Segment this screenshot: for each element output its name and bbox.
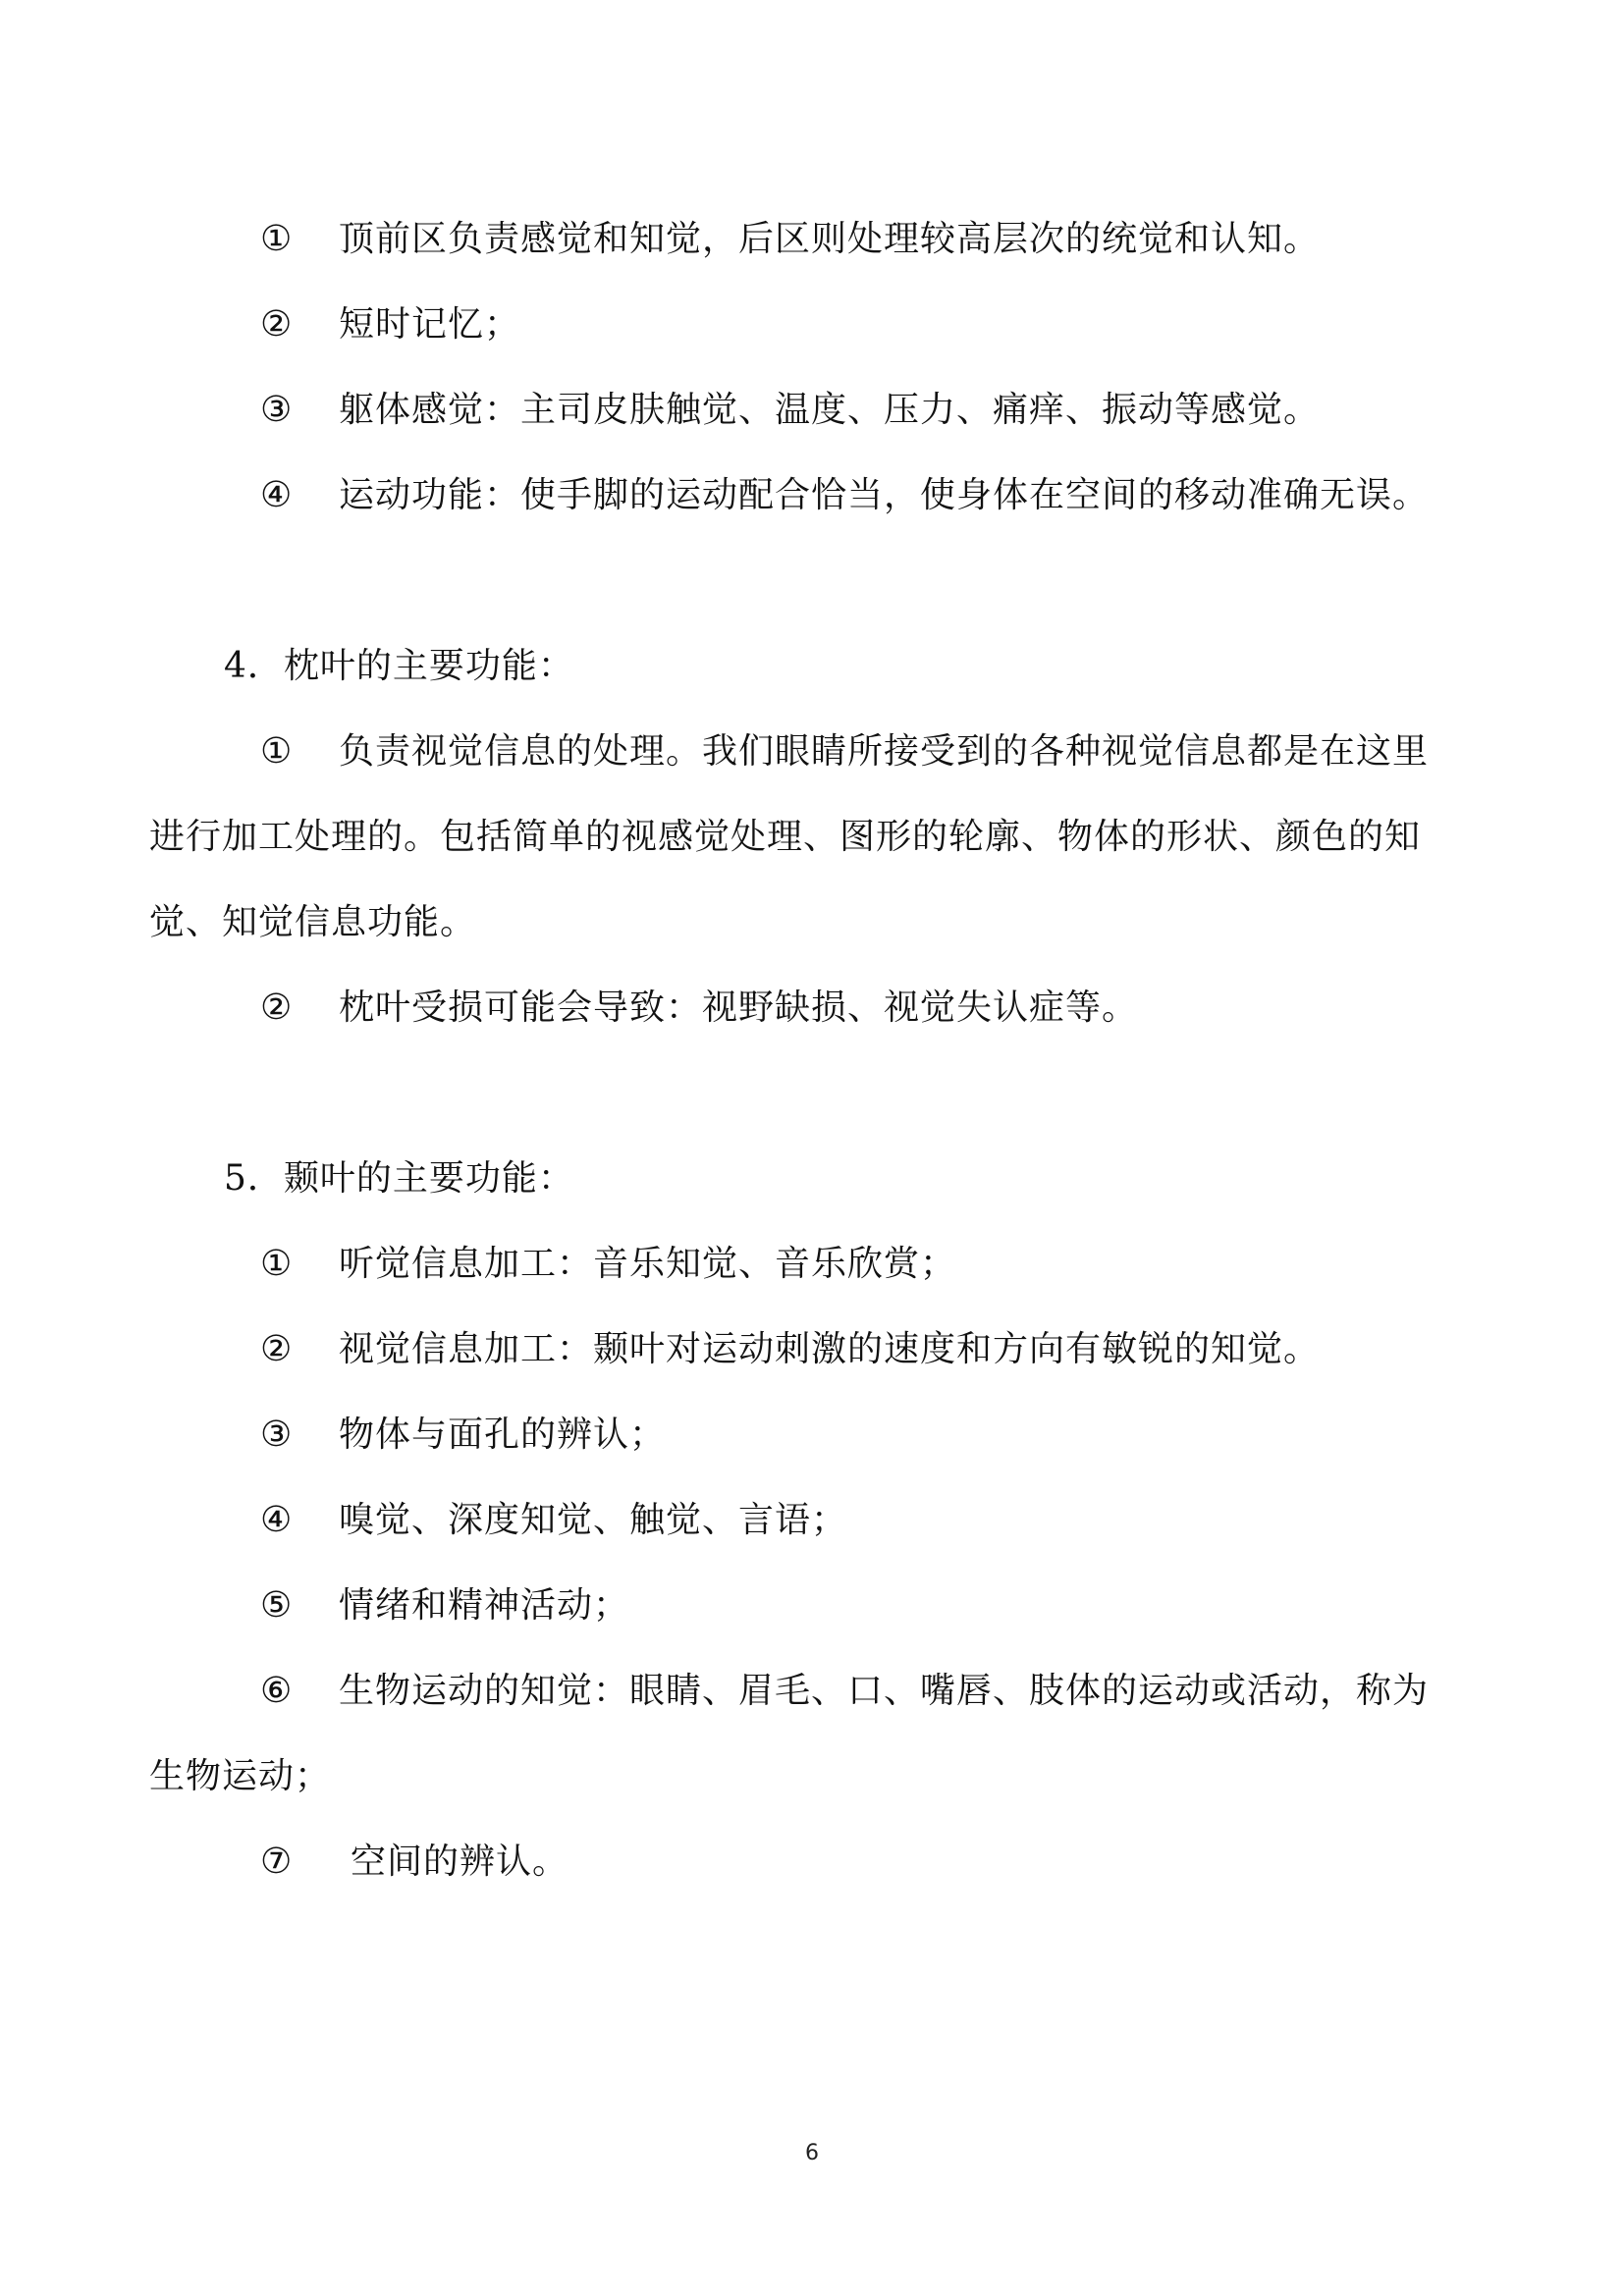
list-item-continuation: 觉、知觉信息功能。 bbox=[149, 902, 477, 942]
item-text: 听觉信息加工：音乐知觉、音乐欣赏； bbox=[339, 1244, 957, 1284]
list-item bbox=[260, 1839, 1596, 1886]
list-item bbox=[260, 216, 1596, 263]
item-text: 负责视觉信息的处理。我们眼睛所接受到的各种视觉信息都是在这里 bbox=[339, 731, 1430, 772]
item-number: ⑦ bbox=[260, 1842, 294, 1882]
item-number: ② bbox=[260, 304, 294, 345]
item-number: ③ bbox=[260, 1415, 294, 1455]
item-number: ④ bbox=[260, 1500, 294, 1540]
list-item bbox=[260, 1668, 1596, 1715]
list-item bbox=[260, 387, 1596, 434]
item-text: 空间的辨认。 bbox=[351, 1842, 569, 1882]
item-text: 顶前区负责感觉和知觉，后区则处理较高层次的统觉和认知。 bbox=[339, 219, 1321, 259]
item-text: 躯体感觉：主司皮肤触觉、温度、压力、痛痒、振动等感觉。 bbox=[339, 390, 1321, 430]
item-number: ② bbox=[260, 988, 294, 1028]
item-number: ② bbox=[260, 1329, 294, 1369]
item-text: 短时记忆； bbox=[339, 304, 521, 345]
item-number: ① bbox=[260, 1244, 294, 1284]
item-number: ④ bbox=[260, 475, 294, 515]
item-text: 运动功能：使手脚的运动配合恰当，使身体在空间的移动准确无误。 bbox=[339, 475, 1430, 515]
list-item bbox=[260, 1241, 1596, 1288]
section-heading-occipital: 4．枕叶的主要功能： bbox=[224, 646, 574, 686]
item-number: ① bbox=[260, 731, 294, 772]
list-item bbox=[260, 301, 1596, 348]
list-item-continuation: 进行加工处理的。包括简单的视感觉处理、图形的轮廓、物体的形状、颜色的知 bbox=[149, 817, 1422, 857]
item-text: 物体与面孔的辨认； bbox=[339, 1415, 667, 1455]
item-number: ⑥ bbox=[260, 1671, 294, 1711]
list-item bbox=[260, 728, 1596, 775]
item-number: ③ bbox=[260, 390, 294, 430]
item-text: 情绪和精神活动； bbox=[339, 1585, 630, 1626]
item-number: ① bbox=[260, 219, 294, 259]
list-item bbox=[260, 1497, 1596, 1544]
item-number: ⑤ bbox=[260, 1585, 294, 1626]
item-text: 枕叶受损可能会导致：视野缺损、视觉失认症等。 bbox=[339, 988, 1139, 1028]
list-item-continuation: 生物运动； bbox=[149, 1756, 332, 1796]
item-text: 嗅觉、深度知觉、触觉、言语； bbox=[339, 1500, 848, 1540]
section-heading-temporal: 5．颞叶的主要功能： bbox=[224, 1158, 574, 1199]
item-text: 生物运动的知觉：眼睛、眉毛、口、嘴唇、肢体的运动或活动，称为 bbox=[339, 1671, 1430, 1711]
list-item bbox=[260, 1582, 1596, 1629]
list-item bbox=[260, 985, 1596, 1032]
item-text: 视觉信息加工：颞叶对运动刺激的速度和方向有敏锐的知觉。 bbox=[339, 1329, 1321, 1369]
list-item bbox=[260, 1326, 1596, 1373]
list-item bbox=[260, 1412, 1596, 1459]
list-item bbox=[260, 472, 1596, 519]
page-number: 6 bbox=[805, 2141, 819, 2165]
